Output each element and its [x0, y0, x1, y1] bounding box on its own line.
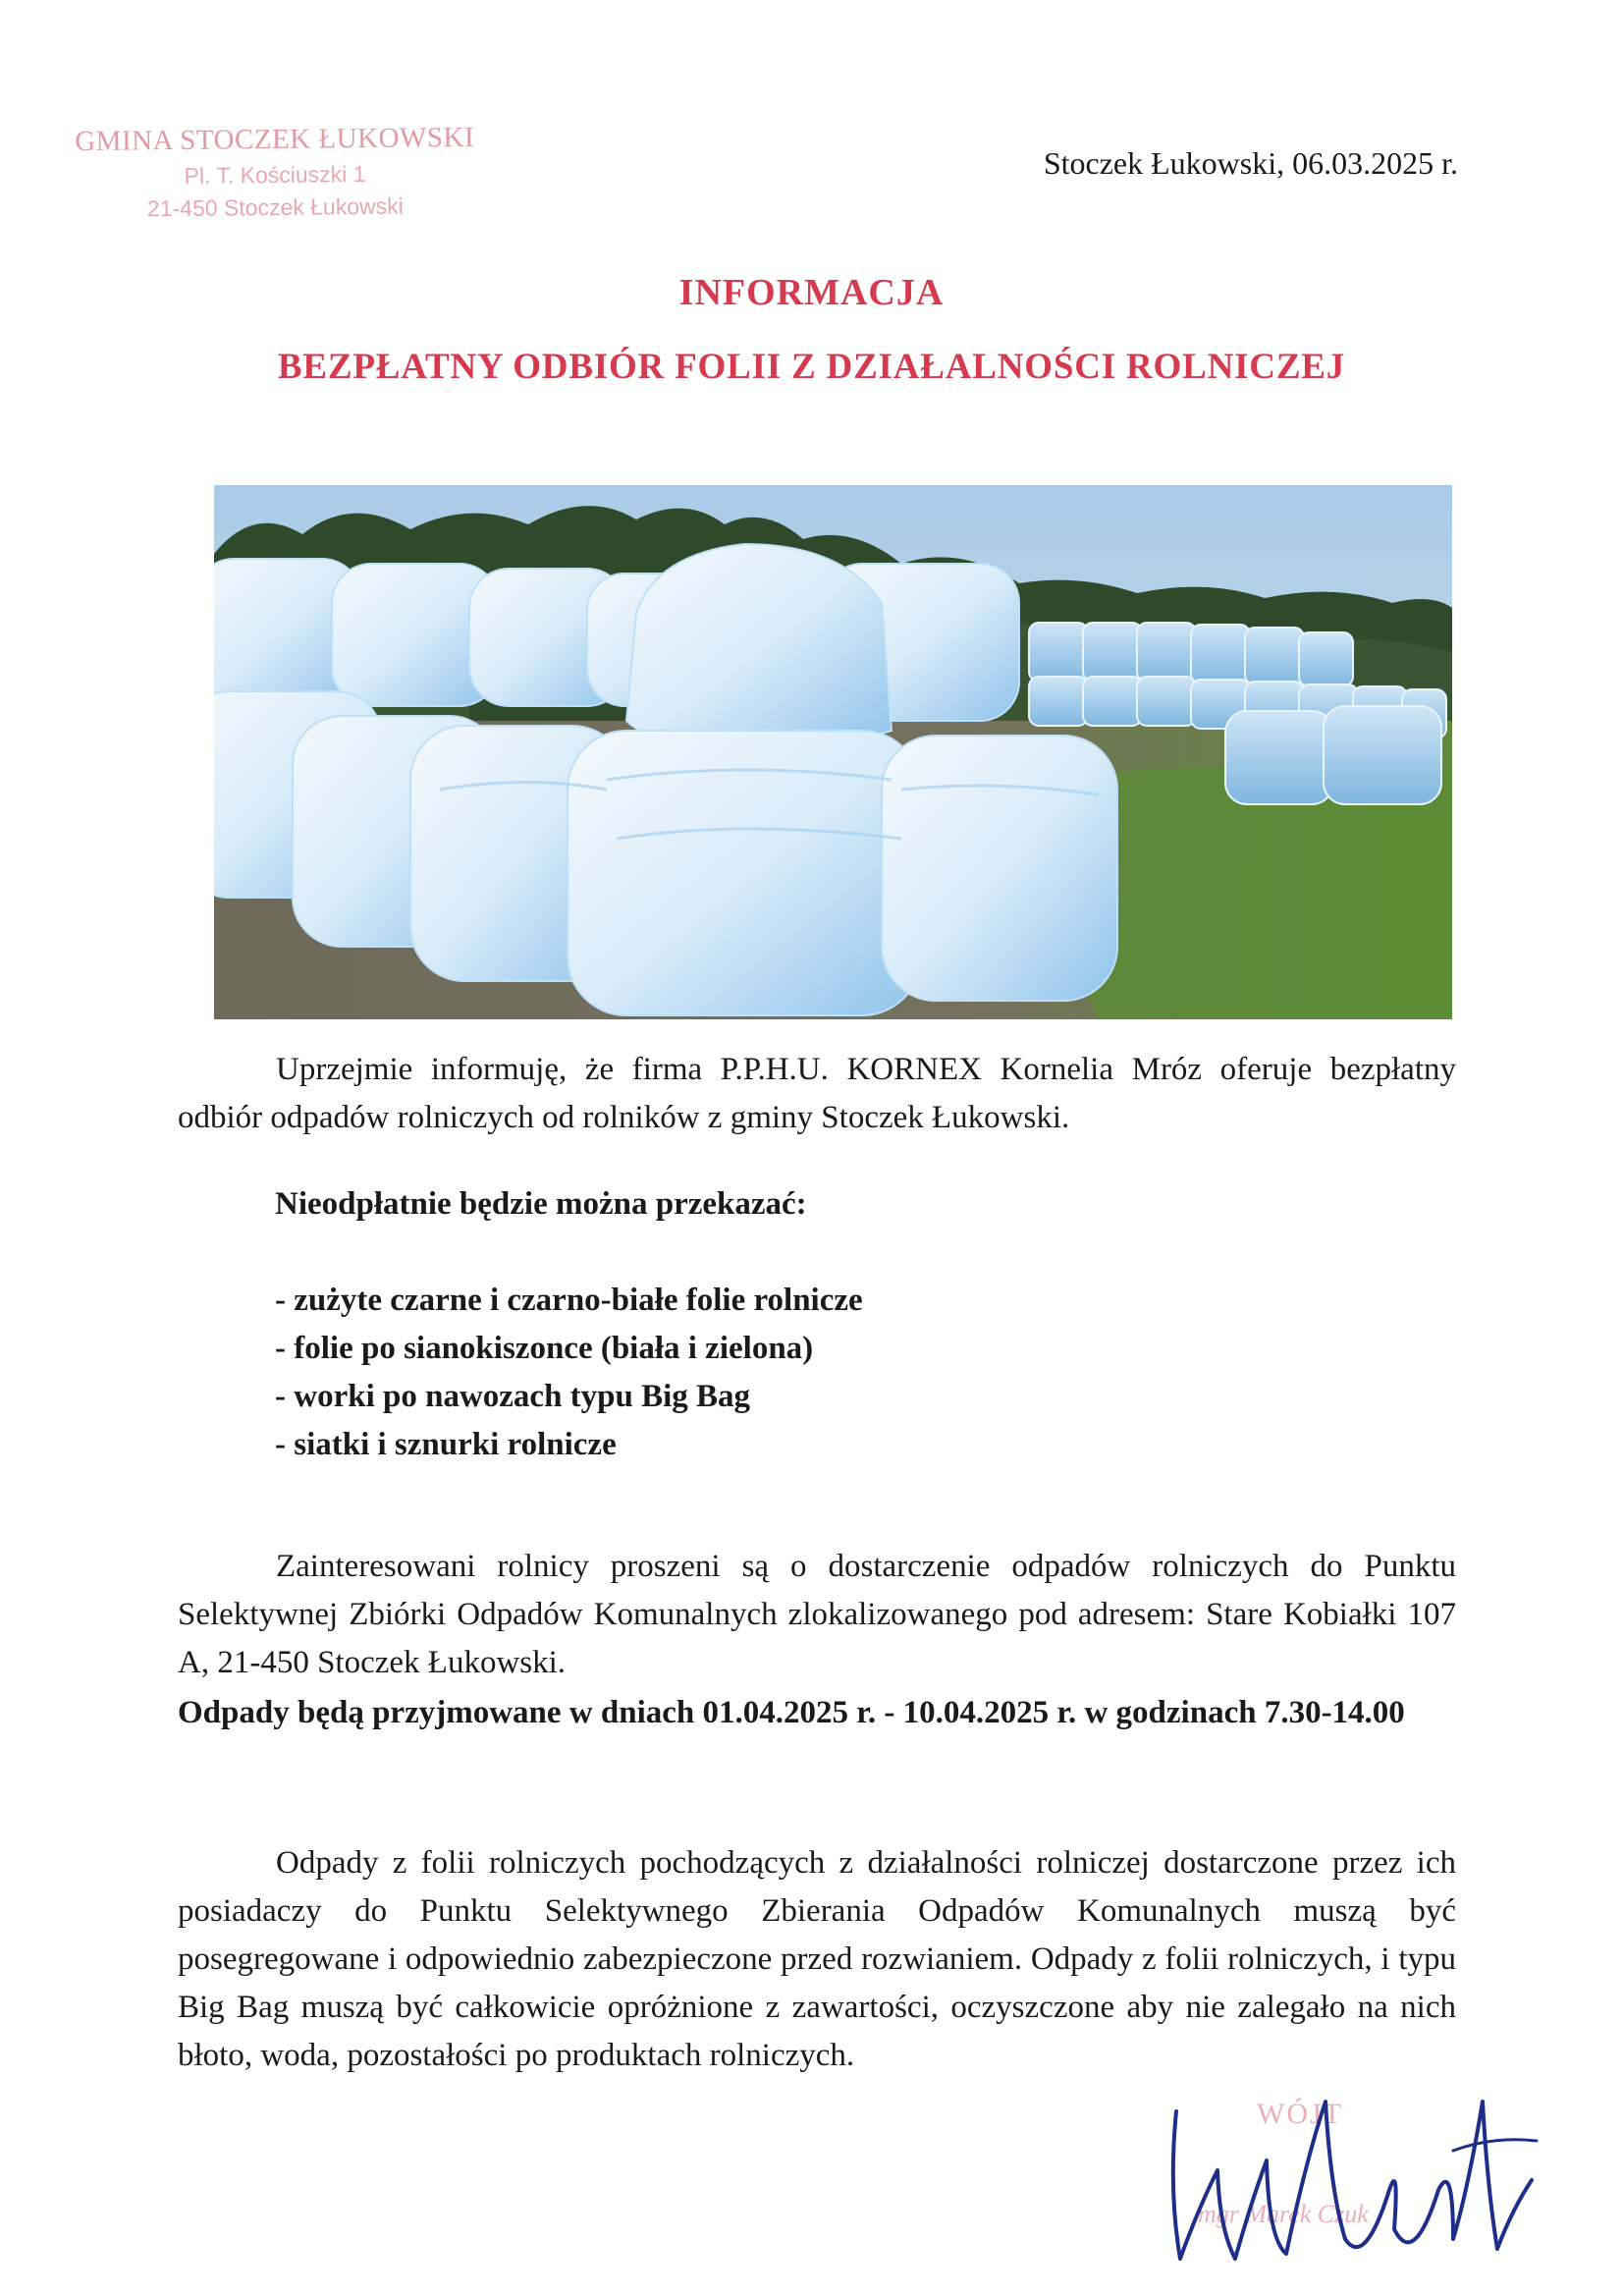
requirements-paragraph: Odpady z folii rolniczych pochodzących z działalności rolniczej dostarczone przez ich posiadaczy do Punktu Selektywnego Zbierania Odpadów Komunalnych muszą być posegregowane i odpowiednio zabezpieczone przed rozwianiem. Odpady z folii rolniczych, i typu Big Bag muszą być całkowicie opróżnione z zawartości, oczyszczone aby nie zalegało na nich błoto, woda, pozostałości po produktach rolniczych. [178, 1845, 1456, 2073]
signature-stamp-name: mgr Marek Czuk [1198, 2200, 1369, 2228]
stamp-line-3: 21-450 Stoczek Łukowski [146, 192, 404, 222]
list-item: - zużyte czarne i czarno-białe folie rolnicze [275, 1283, 863, 1318]
stamp-line-1: GMINA STOCZEK ŁUKOWSKI [75, 121, 475, 158]
intro-paragraph: Uprzejmie informuję, że firma P.P.H.U. KORNEX Kornelia Mróz oferuje bezpłatny odbiór odpadów rolniczych od rolników z gminy Stoczek Łukowski. [178, 1052, 1456, 1135]
accepted-waste-list [275, 1277, 863, 1469]
delivery-paragraph: Zainteresowani rolnicy proszeni są o dostarczenie odpadów rolniczych do Punktu Selektywnej Zbiórki Odpadów Komunalnych zlokalizowanego pod adresem: Stare Kobiałki 107 A, 21-450 Stoczek Łukowski. [178, 1549, 1456, 1680]
document-date: Stoczek Łukowski, 06.03.2025 r. [1043, 145, 1458, 181]
schedule-paragraph: Odpady będą przyjmowane w dniach 01.04.2025 r. - 10.04.2025 r. w godzinach 7.30-14.00 [178, 1695, 1405, 1730]
signature-stamp-title: WÓJT [1257, 2098, 1343, 2130]
document-title: INFORMACJA [678, 272, 945, 313]
list-item: - folie po sianokiszonce (biała i zielona) [275, 1331, 814, 1366]
signature-block [1159, 2043, 1551, 2278]
municipality-stamp [68, 122, 481, 223]
silage-bales-photo [214, 485, 1452, 1019]
list-heading: Nieodpłatnie będzie można przekazać: [275, 1186, 807, 1222]
list-item: - siatki i sznurki rolnicze [275, 1427, 617, 1462]
document-subtitle: BEZPŁATNY ODBIÓR FOLII Z DZIAŁALNOŚCI ROLNICZEJ [277, 347, 1346, 387]
list-item: - worki po nawozach typu Big Bag [275, 1379, 751, 1414]
handwritten-signature [1159, 2043, 1551, 2278]
stamp-line-2: Pl. T. Kościuszki 1 [184, 161, 366, 189]
